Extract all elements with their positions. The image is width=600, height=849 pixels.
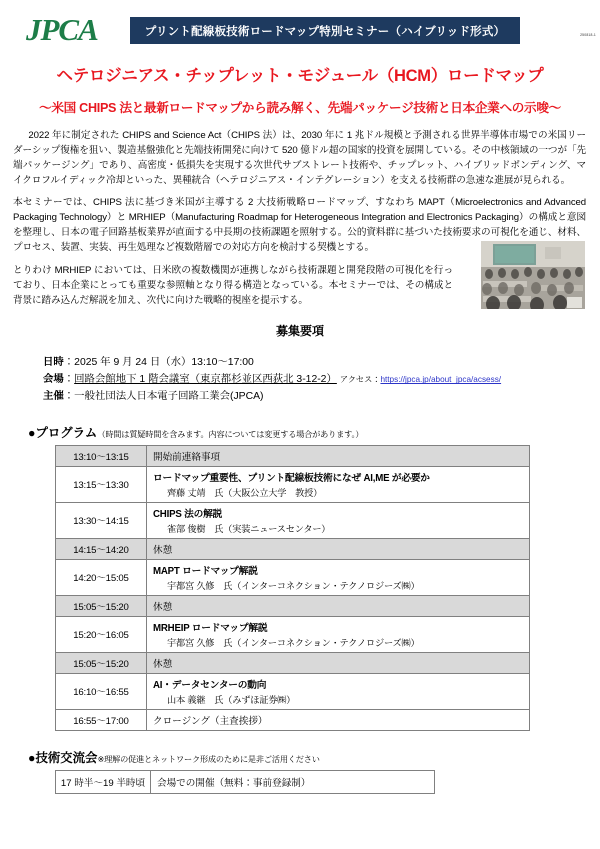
event-info	[0, 355, 600, 406]
intro-paragraph-3: とりわけ MRHIEP においては、日米欧の複数機関が連携しながら技術課題と開発段階の可視化を行っており、日本企業にとっても重要な参照軸となり得る構造となっている。本セミナーでは、その構成と背景に踏み込んだ解説を加え、次代に向けた戦略的視座を提示する。	[13, 264, 453, 306]
seminar-banner: プリント配線板技術ロードマップ特別セミナー（ハイブリッド形式）	[130, 17, 520, 44]
program-detail	[147, 445, 530, 466]
table-row	[56, 770, 435, 793]
table-row	[56, 445, 530, 466]
program-speaker: 宇都宮 久修 氏（インターコネクション・テクノロジーズ㈱）	[167, 580, 420, 591]
program-topic: 休憩	[153, 601, 173, 613]
page-subtitle: ～米国 CHIPS 法と最新ロードマップから読み解く、先端パッケージ技術と日本企業への示唆～	[39, 101, 561, 115]
table-row	[56, 595, 530, 616]
program-topic: MAPT ロードマップ解説	[153, 565, 258, 577]
program-detail	[147, 616, 530, 652]
exchange-table	[55, 770, 435, 794]
program-heading	[0, 423, 600, 441]
jpca-logo: JPCA	[26, 12, 98, 47]
program-heading-note: （時間は質疑時間を含みます。内容については変更する場合があります。）	[97, 429, 364, 439]
program-topic: クロージング（主査挨拶）	[153, 715, 268, 727]
event-host-label: 主催	[43, 391, 64, 403]
exchange-table-body	[56, 770, 435, 793]
program-speaker: 山本 義継 氏（みずほ証券㈱）	[167, 694, 296, 705]
program-detail	[147, 466, 530, 502]
program-detail	[147, 538, 530, 559]
program-topic: MRHEIP ロードマップ解説	[153, 622, 268, 634]
program-time: 14:15～14:20	[56, 538, 147, 559]
page-header	[0, 0, 600, 46]
program-topic: CHIPS 法の解説	[153, 508, 223, 520]
program-detail	[147, 652, 530, 673]
table-row	[56, 652, 530, 673]
event-date-value: 2025 年 9 月 24 日（水）13:10～17:00	[74, 357, 254, 369]
program-heading-text: ●プログラム	[28, 425, 98, 440]
table-row	[56, 616, 530, 652]
event-date-line: 日時：2025 年 9 月 24 日（水）13:10～17:00	[43, 357, 254, 369]
event-date-label: 日時	[43, 357, 64, 369]
exchange-heading-note: ※理解の促進とネットワーク形成のために是非ご活用ください	[97, 754, 320, 764]
program-time: 15:05～15:20	[56, 652, 147, 673]
page-title: ヘテロジニアス・チップレット・モジュール（HCM）ロードマップ	[56, 67, 544, 85]
program-time: 15:20～16:05	[56, 616, 147, 652]
table-row	[56, 673, 530, 709]
program-topic: AI・データセンターの動向	[153, 679, 267, 691]
program-time: 13:15～13:30	[56, 466, 147, 502]
intro-paragraph-1: 2022 年に制定された CHIPS and Science Act（CHIPS 法）は、2030 年に 1 兆ドル規模と予測される世界半導体市場での米国リーダーシップ復権を狙い、製造基盤強化と先端技術開発に向けて 520 億ドル超の国家的投資を展開している。その中核領域の一つが「先端パッケージング」であり、高密度・低損失を実現する次世代サブストレート技術や、チップレット、ハイブリッドボンディング、マイクロフルイディック冷却といった、異種統合（ヘテロジニアス・インテグレーション）を支える技術群の急速な進展が見られる。	[13, 130, 586, 186]
exchange-heading-text: ●技術交流会	[28, 750, 98, 765]
seminar-photo-graphic	[481, 241, 585, 309]
table-row	[56, 709, 530, 730]
exchange-time: 17 時半～19 半時頃	[56, 770, 151, 793]
program-speaker: 宇都宮 久修 氏（インターコネクション・テクノロジーズ㈱）	[167, 637, 420, 648]
program-time: 16:55～17:00	[56, 709, 147, 730]
access-label: アクセス：	[339, 375, 381, 385]
table-row	[56, 559, 530, 595]
program-table-body	[56, 445, 530, 730]
table-row	[56, 502, 530, 538]
table-row	[56, 538, 530, 559]
intro-paragraph-2: 本セミナーでは、CHIPS 法に基づき米国が主導する 2 大技術戦略ロードマップ、すなわち MAPT（Microelectronics and Advanced Packaging Technology）と MRHIEP（Manufacturing Roadmap for Heterogeneous Integration and Electronics Packaging）の構成と意図を整理し、日本の電子回路基板業界が直面する中長期の技術課題を照射する。公的資料群に基づいた技術要求の可視化を通じ、材料、プロセス、装置、実装、再生処理など複数階層での対応方向を検討する契機とする。	[13, 197, 586, 254]
program-detail	[147, 559, 530, 595]
seminar-photo	[481, 241, 585, 309]
program-speaker: 齊藤 丈靖 氏（大阪公立大学 教授）	[167, 487, 323, 498]
program-topic: 休憩	[153, 658, 173, 670]
program-time: 16:10～16:55	[56, 673, 147, 709]
event-host-line: 主催：一般社団法人日本電子回路工業会(JPCA)	[43, 391, 264, 403]
event-venue-line: 会場：回路会館地下 1 階会議室（東京都杉並区西荻北 3-12-2） アクセス：https://jpca.jp/about_jpca/acsess/	[43, 374, 502, 386]
program-time: 14:20～15:05	[56, 559, 147, 595]
program-topic: 休憩	[153, 544, 173, 556]
program-detail	[147, 502, 530, 538]
event-host-value: 一般社団法人日本電子回路工業会(JPCA)	[74, 391, 264, 403]
event-venue-value: 回路会館地下 1 階会議室（東京都杉並区西荻北 3-12-2）	[74, 374, 337, 386]
program-detail	[147, 709, 530, 730]
program-time: 13:10～13:15	[56, 445, 147, 466]
program-topic: 開始前連絡事項	[153, 451, 221, 463]
exchange-detail: 会場での開催（無料：事前登録制）	[151, 770, 435, 793]
program-time: 13:30～14:15	[56, 502, 147, 538]
program-speaker: 雀部 俊樹 氏（実装ニュースセンター）	[167, 523, 331, 534]
event-venue-label: 会場	[43, 374, 64, 386]
recruitment-heading: 募集要項	[275, 324, 324, 339]
program-table	[55, 445, 530, 731]
exchange-heading	[0, 748, 600, 766]
program-topic: ロードマップ重要性、プリント配線板技術になぜ AI,ME が必要か	[153, 472, 430, 484]
table-row	[56, 466, 530, 502]
program-detail	[147, 595, 530, 616]
program-detail	[147, 673, 530, 709]
program-time: 15:05～15:20	[56, 595, 147, 616]
access-url-link[interactable]: https://jpca.jp/about_jpca/acsess/	[380, 375, 502, 385]
document-code: 250818-1	[580, 33, 596, 37]
